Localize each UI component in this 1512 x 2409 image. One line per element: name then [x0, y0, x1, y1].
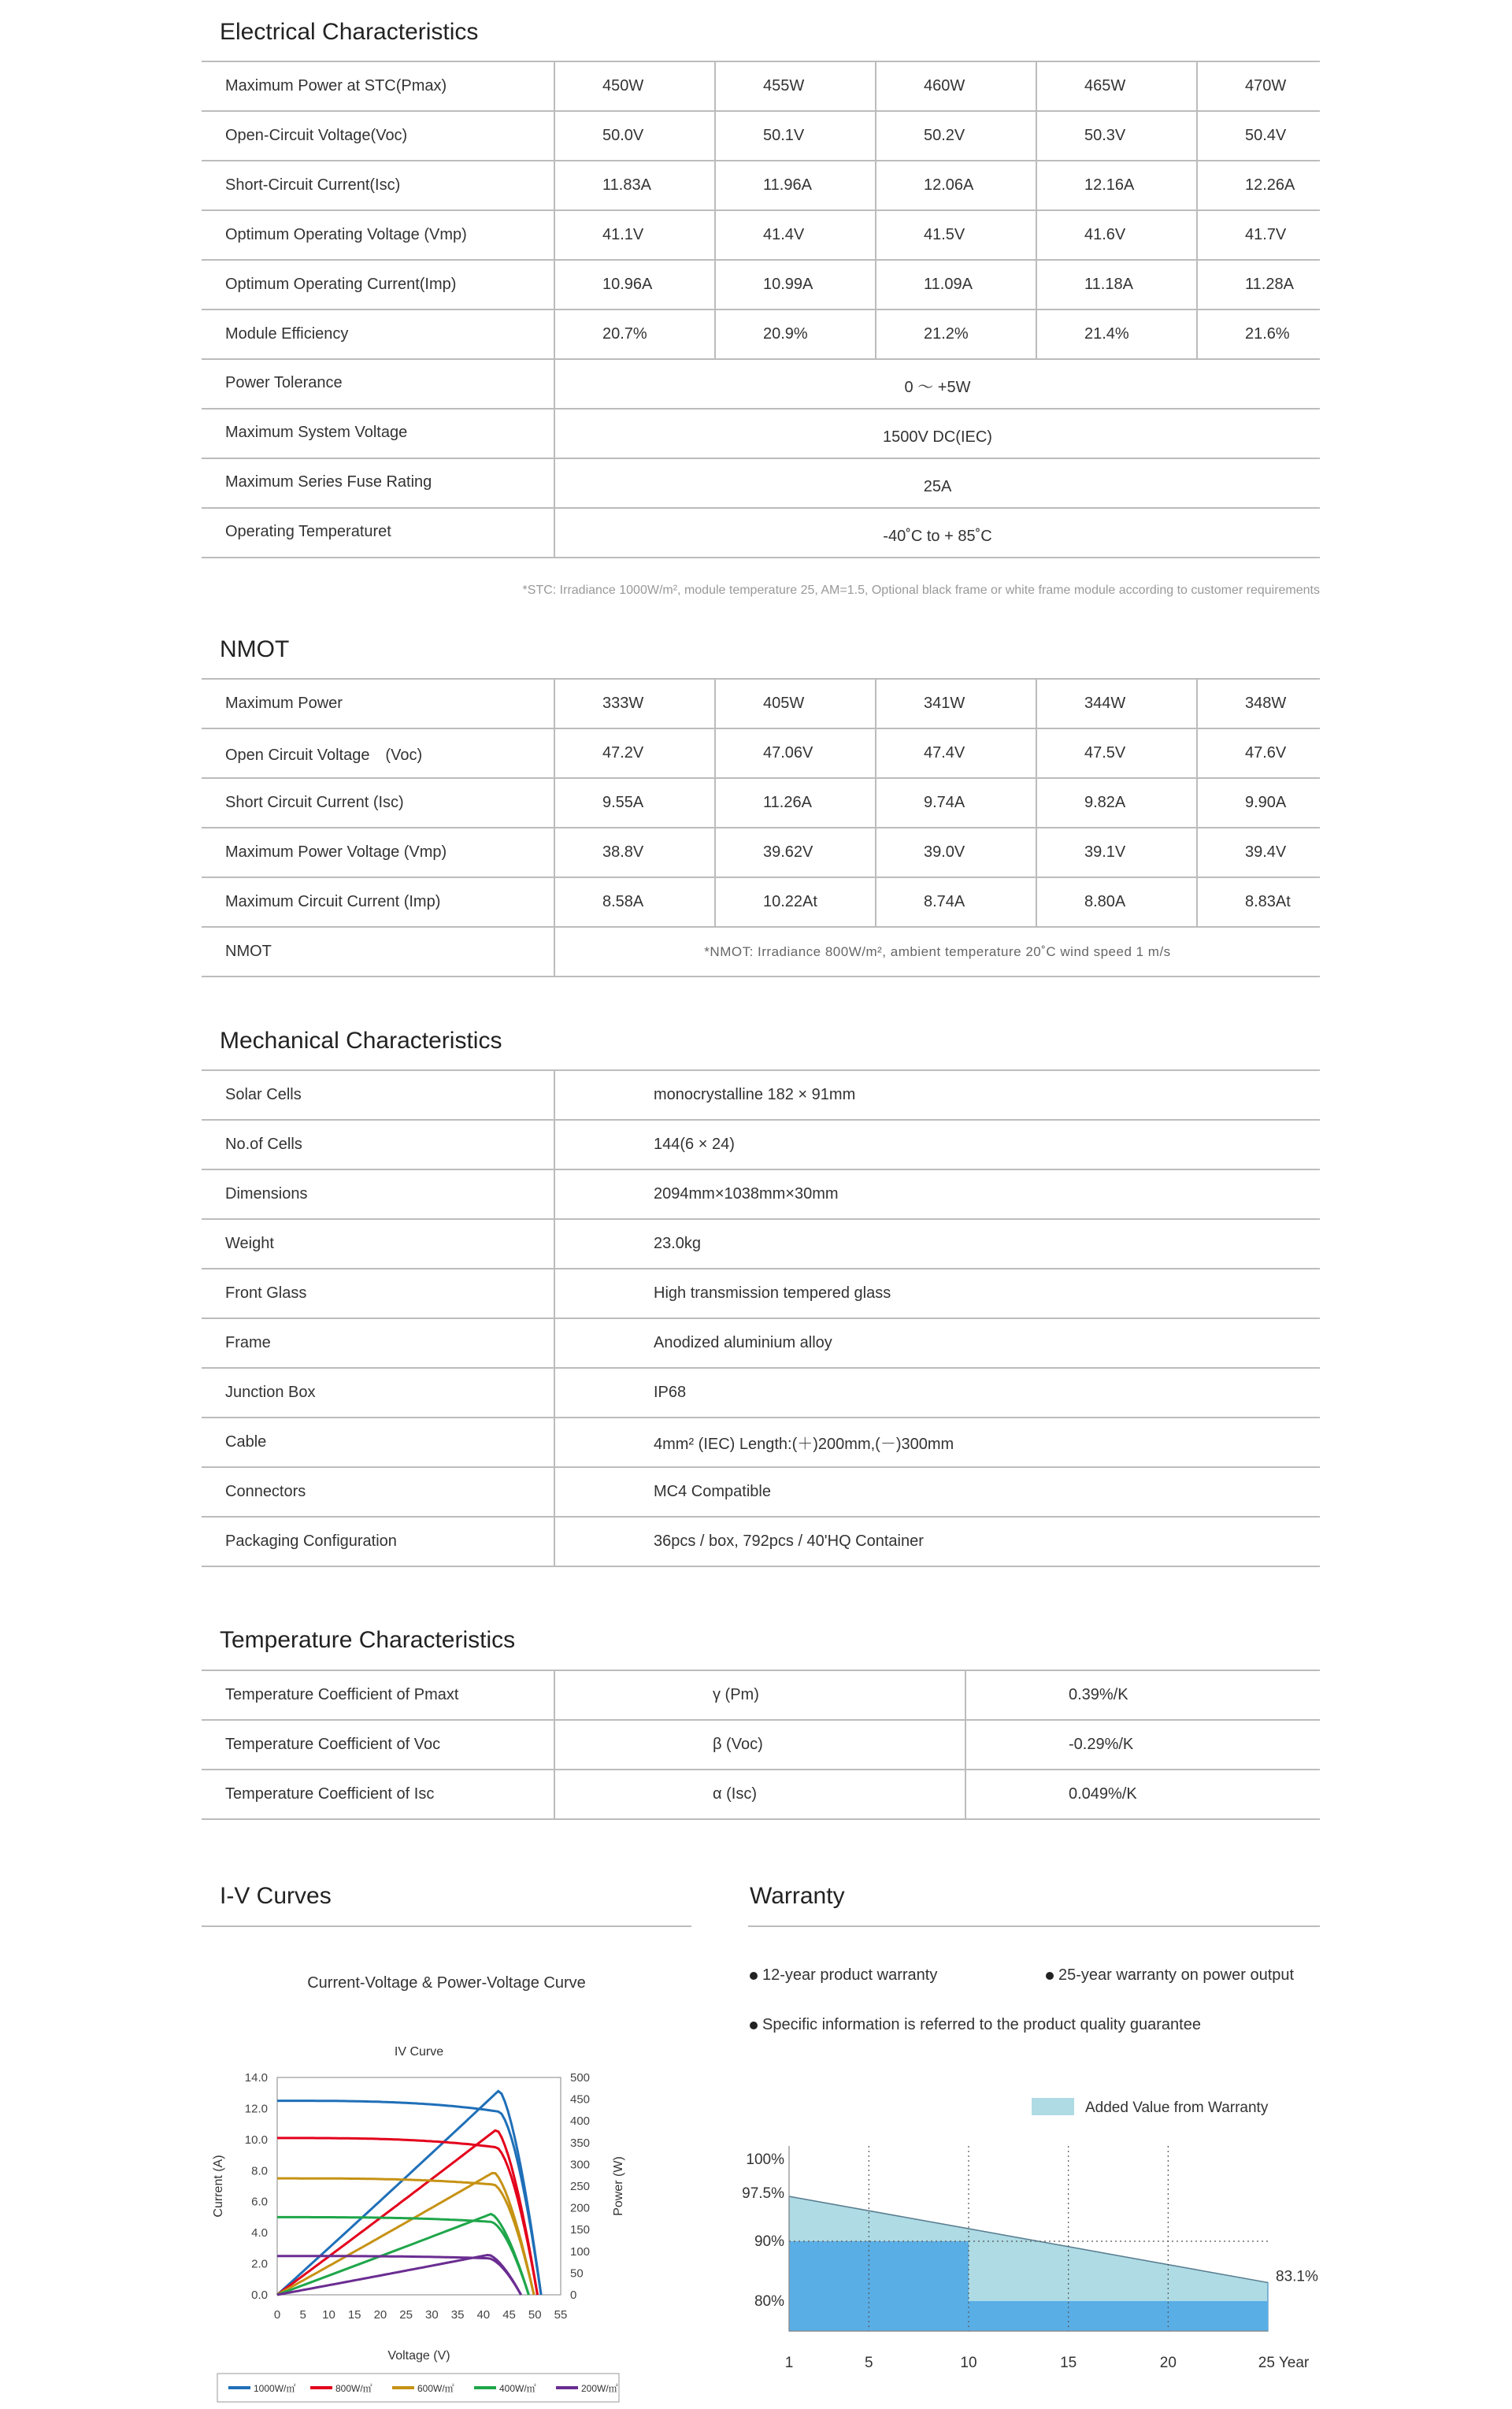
table-row	[202, 260, 1320, 309]
x-tick-label: 25 Year	[1258, 2355, 1310, 2371]
row-label: Weight	[202, 1219, 554, 1269]
electrical-title: Electrical Characteristics	[220, 19, 479, 45]
table-row	[202, 1318, 1320, 1368]
table-row	[202, 161, 1320, 210]
cell-value: 50.4V	[1197, 111, 1320, 161]
y2-tick-label: 500	[570, 2071, 591, 2085]
x-tick-label: 30	[425, 2308, 439, 2322]
cell-value: 144(6 × 24)	[554, 1120, 1320, 1169]
row-label: Front Glass	[202, 1269, 554, 1318]
row-label: Short Circuit Current (Isc)	[202, 778, 554, 828]
table-row	[202, 1169, 1320, 1219]
y-tick-label: 12.0	[244, 2102, 268, 2116]
x-tick-label: 45	[502, 2308, 516, 2322]
cell-value: High transmission tempered glass	[554, 1269, 1320, 1318]
table-row	[202, 1120, 1320, 1169]
y-tick-label: 4.0	[251, 2226, 268, 2240]
y2-tick-label: 450	[570, 2092, 591, 2107]
x-tick-label: 20	[373, 2308, 387, 2322]
table-row	[202, 679, 1320, 728]
iv-curve-label: IV Curve	[394, 2045, 444, 2059]
warranty-bullet: 12-year product warranty	[750, 1966, 937, 1985]
warranty-chart	[742, 2063, 1320, 2394]
x-tick-label: 10	[960, 2355, 977, 2371]
cell-value: 1500V DC(IEC)	[554, 409, 1320, 458]
iv-series-line	[277, 2178, 534, 2295]
table-row	[202, 728, 1320, 778]
cell-value: 450W	[554, 61, 715, 111]
cell-value: 11.26A	[715, 778, 876, 828]
table-row	[202, 1770, 1320, 1819]
bullet-dot-icon	[750, 2022, 758, 2029]
y2-tick-label: 400	[570, 2114, 591, 2129]
cell-value: 41.6V	[1036, 210, 1197, 260]
y-tick-label: 2.0	[251, 2257, 268, 2271]
table-row	[202, 1368, 1320, 1418]
nmot-title: NMOT	[220, 636, 290, 662]
table-row	[202, 359, 1320, 409]
legend-label: 200W/㎡	[581, 2383, 618, 2394]
cell-value: -40˚C to + 85˚C	[554, 508, 1320, 558]
table-row	[202, 1467, 1320, 1517]
cell-value: 2094mm×1038mm×30mm	[554, 1169, 1320, 1219]
x-tick-label: 0	[273, 2308, 281, 2322]
x-tick-label: 50	[528, 2308, 542, 2322]
warranty-divider	[748, 1925, 1320, 1927]
row-label: Maximum Power Voltage (Vmp)	[202, 828, 554, 877]
warranty-bullet: 25-year warranty on power output	[1046, 1966, 1294, 1985]
row-label: Maximum System Voltage	[202, 409, 554, 458]
table-row	[202, 508, 1320, 558]
row-label: Open Circuit Voltage (Voc)	[202, 728, 554, 778]
row-label: Power Tolerance	[202, 359, 554, 409]
cell-value: -0.29%/K	[965, 1720, 1320, 1770]
cell-value: 8.83At	[1197, 877, 1320, 927]
table-row	[202, 1517, 1320, 1566]
y-tick-label: 14.0	[244, 2071, 268, 2085]
cell-value: 21.6%	[1197, 309, 1320, 359]
y-axis-label: Current (A)	[212, 2155, 225, 2218]
cell-value: 470W	[1197, 61, 1320, 111]
legend-label: 1000W/㎡	[254, 2383, 296, 2394]
y-tick-label: 80%	[754, 2293, 784, 2310]
warranty-bullet: Specific information is referred to the product quality guarantee	[750, 2016, 1201, 2034]
cell-value: 20.7%	[554, 309, 715, 359]
row-label: Maximum Circuit Current (Imp)	[202, 877, 554, 927]
mechanical-title: Mechanical Characteristics	[220, 1028, 502, 1054]
cell-value: 8.74A	[876, 877, 1036, 927]
x-tick-label: 1	[784, 2355, 794, 2371]
table-row	[202, 778, 1320, 828]
row-label: Operating Temperaturet	[202, 508, 554, 558]
x-tick-label: 40	[476, 2308, 491, 2322]
legend-swatch	[1032, 2098, 1074, 2115]
table-row	[202, 927, 1320, 977]
cell-value: 348W	[1197, 679, 1320, 728]
cell-value: 21.4%	[1036, 309, 1197, 359]
row-label: Connectors	[202, 1467, 554, 1517]
cell-value: 38.8V	[554, 828, 715, 877]
cell-value: 9.74A	[876, 778, 1036, 828]
legend-label: 600W/㎡	[417, 2383, 454, 2394]
table-row	[202, 309, 1320, 359]
cell-value: 11.18A	[1036, 260, 1197, 309]
cell-value: 4mm² (IEC) Length:(＋)200mm,(－)300mm	[554, 1418, 1320, 1467]
cell-symbol: β (Voc)	[554, 1720, 965, 1770]
y2-tick-label: 250	[570, 2180, 591, 2193]
warranty-title: Warranty	[750, 1883, 845, 1909]
x-tick-label: 15	[347, 2308, 361, 2322]
cell-value: 11.09A	[876, 260, 1036, 309]
x-tick-label: 35	[450, 2308, 465, 2322]
cell-value: 10.96A	[554, 260, 715, 309]
cell-value: 47.4V	[876, 728, 1036, 778]
legend-label: Added Value from Warranty	[1085, 2100, 1269, 2116]
x-tick-label: 5	[299, 2308, 306, 2322]
cell-value: 8.58A	[554, 877, 715, 927]
table-row	[202, 1720, 1320, 1770]
cell-value: 10.22At	[715, 877, 876, 927]
cell-value: 0.049%/K	[965, 1770, 1320, 1819]
row-label: Packaging Configuration	[202, 1517, 554, 1566]
y2-tick-label: 0	[570, 2289, 577, 2302]
row-label: Cable	[202, 1418, 554, 1467]
x-tick-label: 5	[865, 2355, 873, 2371]
y2-tick-label: 150	[570, 2223, 591, 2237]
row-label: Maximum Series Fuse Rating	[202, 458, 554, 508]
cell-value: 9.82A	[1036, 778, 1197, 828]
table-row	[202, 1269, 1320, 1318]
cell-value: 47.6V	[1197, 728, 1320, 778]
legend-label: 800W/㎡	[335, 2383, 372, 2394]
y2-tick-label: 350	[570, 2136, 591, 2150]
iv-chart-title: Current-Voltage & Power-Voltage Curve	[307, 1974, 586, 1992]
table-row	[202, 1418, 1320, 1467]
cell-value: Anodized aluminium alloy	[554, 1318, 1320, 1368]
table-row	[202, 409, 1320, 458]
cell-value: 11.28A	[1197, 260, 1320, 309]
row-label: Optimum Operating Current(Imp)	[202, 260, 554, 309]
cell-value: IP68	[554, 1368, 1320, 1418]
cell-value: 405W	[715, 679, 876, 728]
y2-tick-label: 50	[570, 2266, 584, 2281]
cell-value: 39.0V	[876, 828, 1036, 877]
cell-value: 465W	[1036, 61, 1197, 111]
row-label: Junction Box	[202, 1368, 554, 1418]
y-tick-label: 0.0	[251, 2289, 268, 2302]
temperature-title: Temperature Characteristics	[220, 1627, 516, 1653]
cell-value: 47.06V	[715, 728, 876, 778]
table-row	[202, 458, 1320, 508]
cell-value: 12.16A	[1036, 161, 1197, 210]
standard-warranty-bar	[969, 2301, 1268, 2331]
table-row	[202, 877, 1320, 927]
cell-value: 12.26A	[1197, 161, 1320, 210]
x-tick-label: 10	[322, 2308, 335, 2322]
row-label: NMOT	[202, 927, 554, 977]
temperature-table	[202, 1670, 1320, 1820]
cell-value: 0.39%/K	[965, 1670, 1320, 1720]
cell-value: 39.4V	[1197, 828, 1320, 877]
cell-symbol: α (Isc)	[554, 1770, 965, 1819]
row-label: Module Efficiency	[202, 309, 554, 359]
cell-value: 455W	[715, 61, 876, 111]
end-value-label: 83.1%	[1276, 2268, 1318, 2285]
row-label: No.of Cells	[202, 1120, 554, 1169]
cell-value: 47.2V	[554, 728, 715, 778]
x-tick-label: 15	[1060, 2355, 1077, 2371]
cell-value: 12.06A	[876, 161, 1036, 210]
cell-value: 39.1V	[1036, 828, 1197, 877]
table-row	[202, 1670, 1320, 1720]
table-row	[202, 1070, 1320, 1120]
y2-tick-label: 100	[570, 2244, 591, 2259]
iv-title: I-V Curves	[220, 1883, 332, 1909]
table-row	[202, 828, 1320, 877]
pv-series-line	[277, 2173, 534, 2295]
stc-note: *STC: Irradiance 1000W/m², module temperature 25, AM=1.5, Optional black frame or white frame module according to customer requirements	[522, 584, 1320, 597]
x-tick-label: 20	[1159, 2355, 1177, 2371]
x-axis-label: Voltage (V)	[387, 2349, 450, 2363]
y2-tick-label: 200	[570, 2201, 591, 2215]
cell-symbol: γ (Pm)	[554, 1670, 965, 1720]
y-tick-label: 6.0	[251, 2195, 268, 2209]
y-tick-label: 97.5%	[742, 2185, 784, 2202]
cell-value: 10.99A	[715, 260, 876, 309]
table-row	[202, 111, 1320, 161]
cell-value: 41.4V	[715, 210, 876, 260]
nmot-table	[202, 678, 1320, 977]
cell-value: 23.0kg	[554, 1219, 1320, 1269]
row-label: Open-Circuit Voltage(Voc)	[202, 111, 554, 161]
legend-label: 400W/㎡	[499, 2383, 536, 2394]
table-row	[202, 1219, 1320, 1269]
cell-value: 333W	[554, 679, 715, 728]
row-label: Maximum Power at STC(Pmax)	[202, 61, 554, 111]
cell-value: 50.2V	[876, 111, 1036, 161]
cell-value: 25A	[554, 458, 1320, 508]
row-label: Optimum Operating Voltage (Vmp)	[202, 210, 554, 260]
row-label: Temperature Coefficient of Pmaxt	[202, 1670, 554, 1720]
cell-value: 50.1V	[715, 111, 876, 161]
cell-value: 11.83A	[554, 161, 715, 210]
y-tick-label: 8.0	[251, 2164, 268, 2178]
row-label: Dimensions	[202, 1169, 554, 1219]
cell-value: 21.2%	[876, 309, 1036, 359]
y2-axis-label: Power (W)	[612, 2156, 625, 2216]
table-row	[202, 61, 1320, 111]
cell-value: 39.62V	[715, 828, 876, 877]
bullet-dot-icon	[750, 1972, 758, 1980]
row-label: Maximum Power	[202, 679, 554, 728]
row-label: Temperature Coefficient of Isc	[202, 1770, 554, 1819]
y-tick-label: 90%	[754, 2233, 784, 2250]
cell-value: 50.0V	[554, 111, 715, 161]
mechanical-table	[202, 1069, 1320, 1567]
row-label: Frame	[202, 1318, 554, 1368]
y-tick-label: 10.0	[244, 2133, 268, 2147]
cell-value: 47.5V	[1036, 728, 1197, 778]
cell-value: 36pcs / box, 792pcs / 40'HQ Container	[554, 1517, 1320, 1566]
standard-warranty-bar	[789, 2241, 969, 2331]
cell-value: monocrystalline 182 × 91mm	[554, 1070, 1320, 1120]
row-label: Solar Cells	[202, 1070, 554, 1120]
cell-value: 41.7V	[1197, 210, 1320, 260]
cell-value: 11.96A	[715, 161, 876, 210]
y2-tick-label: 300	[570, 2158, 591, 2172]
x-tick-label: 25	[399, 2308, 413, 2322]
cell-value: 460W	[876, 61, 1036, 111]
x-tick-label: 55	[554, 2308, 568, 2322]
iv-chart	[202, 2000, 691, 2402]
electrical-table	[202, 61, 1320, 558]
cell-value: 9.55A	[554, 778, 715, 828]
bullet-dot-icon	[1046, 1972, 1054, 1980]
cell-value: 341W	[876, 679, 1036, 728]
cell-value: *NMOT: Irradiance 800W/m², ambient temperature 20˚C wind speed 1 m/s	[554, 927, 1320, 977]
iv-divider	[202, 1925, 691, 1927]
cell-value: MC4 Compatible	[554, 1467, 1320, 1517]
cell-value: 344W	[1036, 679, 1197, 728]
cell-value: 8.80A	[1036, 877, 1197, 927]
cell-value: 41.5V	[876, 210, 1036, 260]
y-tick-label: 100%	[746, 2151, 784, 2168]
row-label: Short-Circuit Current(Isc)	[202, 161, 554, 210]
cell-value: 50.3V	[1036, 111, 1197, 161]
cell-value: 0 ～ +5W	[554, 359, 1320, 409]
cell-value: 41.1V	[554, 210, 715, 260]
cell-value: 9.90A	[1197, 778, 1320, 828]
row-label: Temperature Coefficient of Voc	[202, 1720, 554, 1770]
table-row	[202, 210, 1320, 260]
cell-value: 20.9%	[715, 309, 876, 359]
